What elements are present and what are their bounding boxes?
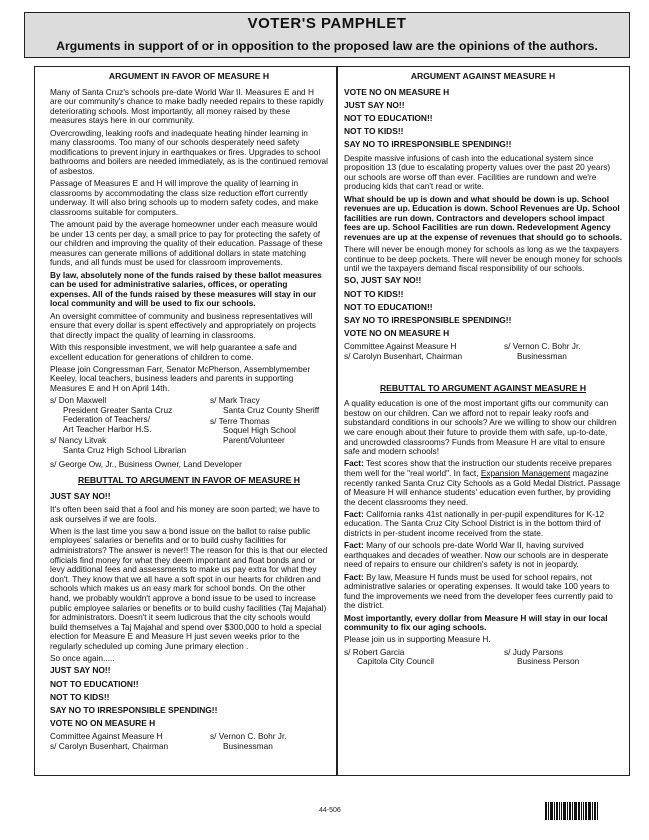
rebuttal-against-signers xyxy=(344,648,622,667)
fact-text: Many of our schools pre-date World War II, having survived earthquakes and decades of weather. Now our schools are in desperate need of repairs to ensure our children's safety is not in jeopardy. xyxy=(344,540,609,570)
favor-paragraph: Please join Congressman Farr, Senator McPherson, Assemblymember Keeley, local teachers, business leaders and parents in supporting Measures E and H on April 14th. xyxy=(50,363,311,393)
signer-name: s/ Vernon C. Bohr Jr. xyxy=(504,341,581,352)
against-signers xyxy=(344,342,622,361)
favor-paragraph: Overcrowding, leaking roofs and inadequate heating hinder learning in many classrooms. Too many of our schools desperately need safety modifications to prevent injury in earthquakes or fires. Upgrades to school bathrooms and boilers are needed immediately, as is the continued removal of asbestos. xyxy=(50,127,328,176)
fact-label: Fact: xyxy=(344,458,364,469)
slogan: NOT TO EDUCATION!! xyxy=(50,678,139,689)
signer-name: s/ Terre Thomas xyxy=(210,415,270,426)
favor-paragraph: Many of Santa Cruz's schools pre-date World War II. Measures E and H are our community's chance to make badly needed repairs to these rapidly deteriorating schools. Most importantly, all money raised by these measures stays here in our community. xyxy=(50,86,324,126)
slogan: JUST SAY NO!! xyxy=(50,665,111,676)
slogan: JUST SAY NO!! xyxy=(344,99,405,110)
fact-text: Test scores show that the instruction our students receive prepares them well for the "real world". In fact, xyxy=(344,458,612,478)
signer-title: Soquel High School xyxy=(223,425,296,436)
fact-paragraph xyxy=(344,510,622,539)
signer-title: President Greater Santa Cruz xyxy=(63,404,173,415)
slogan: NOT TO KIDS!! xyxy=(344,126,404,137)
right-column xyxy=(344,72,622,772)
signer-title: Businessman xyxy=(517,350,567,361)
slogan: NOT TO EDUCATION!! xyxy=(344,112,433,123)
against-paragraph: Despite massive infusions of cash into the educational system since proposition 13 (due to escalating property values over the past 20 years) our schools are worse off than ever. Facilities are rundown and we're producing kids that can't read or write. xyxy=(344,152,611,192)
favor-paragraph-bold: By law, absolutely none of the funds raised by these ballot measures can be used for administrative salaries, offices, or operating expenses. All of the funds raised by these measures will stay in our local community and will be used to fix our schools. xyxy=(50,269,322,309)
slogan: NOT TO EDUCATION!! xyxy=(344,301,433,312)
favor-paragraph: With this responsible investment, we will help guarantee a safe and excellent education for generations of children to come. xyxy=(50,342,297,362)
rebuttal-favor-heading: REBUTTAL TO ARGUMENT IN FAVOR OF MEASURE H xyxy=(77,475,300,486)
rebuttal-paragraph: So once again..... xyxy=(50,653,115,664)
signer xyxy=(210,396,328,415)
fact-paragraph xyxy=(344,541,622,570)
signer-title: Capitola City Council xyxy=(357,656,435,667)
slogan: SAY NO TO IRRESPONSIBLE SPENDING!! xyxy=(50,704,218,715)
pamphlet-subtitle: Arguments in support of or in opposition to the proposed law are the opinions of the authors. xyxy=(56,39,598,53)
rebuttal-paragraph-bold: Most importantly, every dollar from Measure H will stay in our local community to fix our aging schools. xyxy=(344,612,608,633)
against-paragraph-bold: What should be up is down and what should be down is up. School revenues are up. Education is down. School Revenues are Up. School facilities are run down. Contractors and developers school impact fees are up. School Facilities are run down. Redevelopment Agency revenues are up at the expense of revenues that should go to schools. xyxy=(344,193,622,242)
signer-name: s/ Vernon C. Bohr Jr. xyxy=(210,731,287,742)
fact-text: By law, Measure H funds must be used for school repairs, not administrative salaries or operating expenses. It would take 100 years to fund the improvements we need from the developer fees currently paid to the district. xyxy=(344,571,613,611)
pamphlet-header xyxy=(24,12,630,58)
signer-name: Committee Against Measure H xyxy=(50,731,163,742)
signer-title: Parent/Volunteer xyxy=(223,435,285,446)
fact-text: California ranks 41st nationally in per-pupil expenditures for K-12 education. The Santa Cruz City School District is in the bottom third of districts in per-student income received from the state. xyxy=(344,508,605,539)
rebuttal-paragraph: When is the last time you saw a bond issue on the ballot to raise public employees' salaries or benefits and or to build cushy facilities for administrators? The answer is never!! The reason for this is that our elected officials find money for what they deem important and float bonds and or levy additional fees and assessments to make us pay extra for what they don't. They know that we all have a soft spot in our hearts for children and schools which makes us an easy mark for school bonds. On the other hand, we probably wouldn't approve a bond issue to be used to increase public employee salaries or benefits or to build cushy facilities (Taj Majahal) for administrators. Doesn't it seem ludicrous that the city schools would build themselves a Taj Majahal and spend over $300,000 to hold a special election for Measure E and Measure H just seven weeks prior to the regularly scheduled up coming June primary election . xyxy=(50,525,328,651)
signer-line: s/ George Ow, Jr., Business Owner, Land Developer xyxy=(50,458,242,469)
page-code: 44-506 xyxy=(319,807,341,814)
signer xyxy=(210,417,328,446)
favor-paragraph: An oversight committee of community and business representatives will ensure that every dollar is spent effectively and appropriately on projects that directly impact the quality of learning in classrooms. xyxy=(50,310,316,340)
signer-title: Santa Cruz County Sheriff xyxy=(223,404,320,415)
signer xyxy=(50,396,210,434)
favor-heading: ARGUMENT IN FAVOR OF MEASURE H xyxy=(108,72,270,81)
signer-name: s/ Don Maxwell xyxy=(50,395,107,406)
signer-name: s/ Judy Parsons xyxy=(504,646,564,657)
signer-title: Business Person xyxy=(517,656,580,667)
fact-label: Fact: xyxy=(344,571,364,582)
signer-name: Committee Against Measure H xyxy=(344,341,457,352)
slogan: VOTE NO ON MEASURE H xyxy=(344,328,450,339)
signer-name: s/ Nancy Litvak xyxy=(50,435,107,446)
fact-paragraph xyxy=(344,459,622,507)
slogan: JUST SAY NO!! xyxy=(50,490,111,501)
slogan: VOTE NO ON MEASURE H xyxy=(344,86,450,97)
favor-paragraph: The amount paid by the average homeowner under each measure would be under 13 cents per day, a small price to pay for protecting the safety of our children and improving the quality of their education. Passage of these measures can generate millions of additional dollars in state matching funds, and all funds must be used for classroom improvements. xyxy=(50,219,323,268)
column-divider xyxy=(336,66,338,776)
against-paragraph: There will never be enough money for schools as long as we the taxpayers continue to be deep pockets. There will never be enough money for schools until we the taxpayers demand fiscal responsibility of our schools. xyxy=(344,244,622,274)
rebuttal-paragraph: It's often been said that a fool and his money are soon parted; we have to ask ourselves if we are fools. xyxy=(50,504,320,524)
slogan: SAY NO TO IRRESPONSIBLE SPENDING!! xyxy=(344,315,512,325)
signer-name: s/ Carolyn Busenhart, Chairman xyxy=(344,350,463,361)
signer-name: s/ Carolyn Busenhart, Chairman xyxy=(50,740,169,751)
signer-title: Federation of Teachers/ xyxy=(63,414,151,425)
signer-name: s/ Robert Garcia xyxy=(344,646,405,657)
slogan: NOT TO KIDS!! xyxy=(344,288,404,299)
signer-title: Art Teacher Harbor H.S. xyxy=(63,423,152,434)
rebuttal-favor-signers xyxy=(50,732,328,751)
slogan: SAY NO TO IRRESPONSIBLE SPENDING!! xyxy=(344,139,512,150)
signer-title: Santa Cruz High School Librarian xyxy=(63,444,187,455)
rebuttal-paragraph: A quality education is one of the most important gifts our community can bestow on our children. Can we afford not to repair leaky roofs and substandard conditions in our schools? Are we willing to show our children we care enough about their future to provide them with safe, up-to-date, and uncrowded classrooms? Funds from Measure H are vital to ensure safe and modern schools! xyxy=(344,398,617,457)
fact-text: magazine recently ranked Santa Cruz City Schools as a Gold Medal District. Passage of Measure H will enhance students' education even further, by providing the decent classrooms they need. xyxy=(344,467,621,507)
rebuttal-paragraph: Please join us in supporting Measure H. xyxy=(344,634,491,645)
magazine-name: Expansion Management xyxy=(480,467,571,478)
left-column xyxy=(50,72,328,772)
favor-paragraph: Passage of Measures E and H will improve the quality of learning in classrooms by accommodating the class size reduction effort currently underway. It will also bring schools up to modern safety codes, and make classrooms suitable for computers. xyxy=(50,178,319,217)
fact-paragraph xyxy=(344,573,622,611)
fact-label: Fact: xyxy=(344,508,364,519)
favor-signers xyxy=(50,396,328,457)
barcode xyxy=(545,802,609,820)
signer-title: Businessman xyxy=(223,740,273,751)
slogan: VOTE NO ON MEASURE H xyxy=(50,718,156,729)
signer-name: s/ Mark Tracy xyxy=(210,395,260,406)
slogan: SO, JUST SAY NO!! xyxy=(344,275,422,286)
rebuttal-against-heading: REBUTTAL TO ARGUMENT AGAINST MEASURE H xyxy=(379,382,587,393)
signer xyxy=(50,436,210,455)
against-heading: ARGUMENT AGAINST MEASURE H xyxy=(410,72,556,81)
slogan: NOT TO KIDS!! xyxy=(50,691,110,702)
pamphlet-title: VOTER'S PAMPHLET xyxy=(247,15,407,32)
fact-label: Fact: xyxy=(344,540,364,551)
